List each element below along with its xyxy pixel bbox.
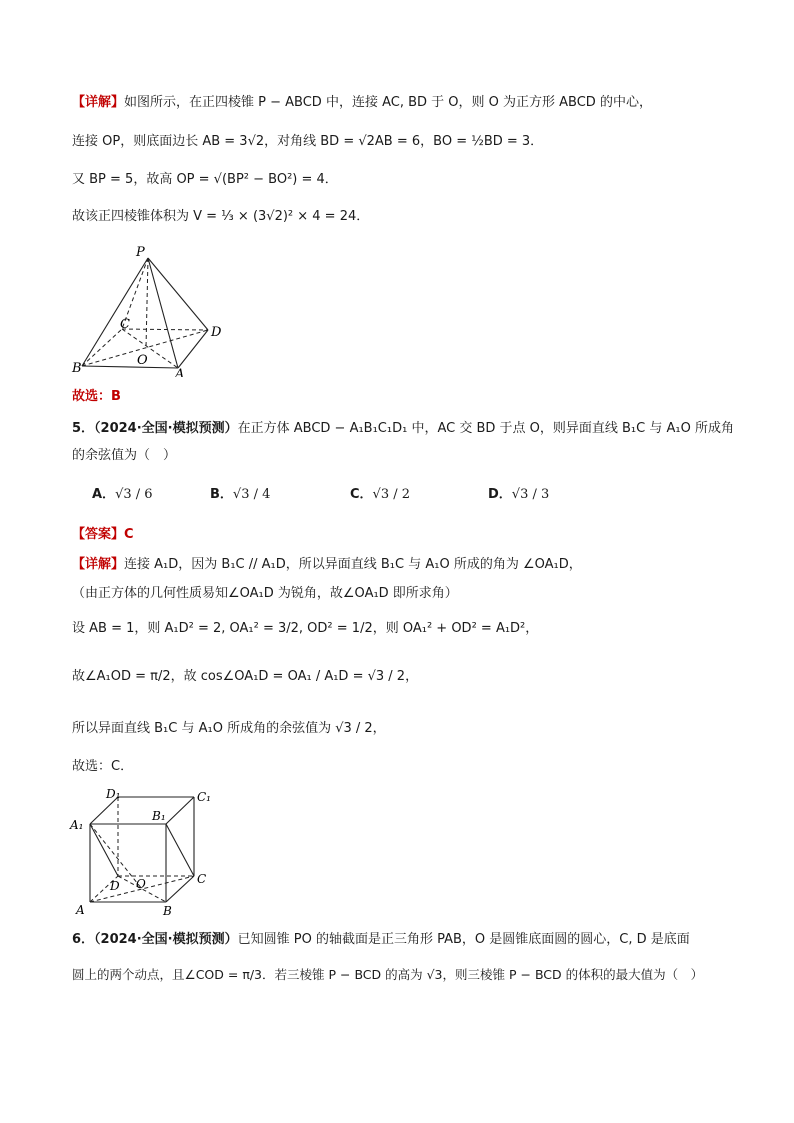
q5-detail-line-1: 【详解】连接 A₁D，因为 B₁C // A₁D，所以异面直线 B₁C 与 A₁O 所成的角为 ∠OA₁D， bbox=[72, 557, 582, 572]
q5-detail-line-3: 设 AB = 1，则 A₁D² = 2, OA₁² = 3/2, OD² = 1/2，则 OA₁² + OD² = A₁D²， bbox=[72, 621, 539, 636]
label-D1: D₁ bbox=[106, 787, 121, 801]
label-C1: C₁ bbox=[197, 790, 211, 804]
q5-stem-text: 在正方体 ABCD − A₁B₁C₁D₁ 中，AC 交 BD 于点 O，则异面直线 B₁C 与 A₁O 所成角 bbox=[237, 421, 734, 436]
prev-detail-line-4: 故该正四棱锥体积为 V = ⅓ × (3√2)² × 4 = 24． bbox=[72, 209, 370, 224]
q6-number: 6． bbox=[72, 932, 95, 947]
label-B: B bbox=[72, 361, 82, 376]
q6-stem-line-2: 圆上的两个动点，且∠COD = π/3．若三棱锥 P − BCD 的高为 √3，则三棱锥 P − BCD 的体积的最大值为（ ） bbox=[72, 967, 704, 982]
q5-source: （2024·全国·模拟预测） bbox=[94, 421, 238, 436]
prev-detail-line-1 bbox=[72, 94, 652, 112]
q5-detail-line-4: 故∠A₁OD = π/2，故 cos∠OA₁D = OA₁ / A₁D = √3 / 2， bbox=[72, 669, 419, 684]
q5-option-a[interactable]: A．√3 / 6 bbox=[92, 487, 153, 502]
q5-number: 5． bbox=[72, 421, 95, 436]
detail-tag: 【详解】 bbox=[72, 95, 125, 110]
label-P: P bbox=[136, 245, 145, 260]
q5-detail-line-5: 所以异面直线 B₁C 与 A₁O 所成角的余弦值为 √3 / 2， bbox=[72, 721, 386, 736]
q5-detail-line-2: （由正方体的几何性质易知∠OA₁D 为锐角，故∠OA₁D 即所求角） bbox=[72, 586, 458, 601]
q6-stem-line-1: 6．（2024·全国·模拟预测）已知圆锥 PO 的轴截面是正三角形 PAB，O 是圆锥底面圆的圆心，C, D 是底面 bbox=[72, 932, 690, 947]
q5-option-d[interactable]: D．√3 / 3 bbox=[488, 487, 550, 502]
cube-figure bbox=[66, 784, 226, 924]
prev-detail-line-2: 连接 OP，则底面边长 AB = 3√2，对角线 BD = √2AB = 6，BO = ½BD = 3． bbox=[72, 134, 544, 149]
q5-detail-tag: 【详解】 bbox=[72, 557, 125, 572]
q5-stem-line-1 bbox=[72, 420, 734, 438]
label-D: D bbox=[211, 325, 222, 340]
label-B-cube: B bbox=[163, 904, 172, 918]
q5-option-b[interactable]: B．√3 / 4 bbox=[210, 487, 271, 502]
prev-detail-line-3: 又 BP = 5，故高 OP = √(BP² − BO²) = 4． bbox=[72, 172, 338, 187]
label-D-cube: D bbox=[110, 879, 120, 893]
q5-answer-line bbox=[72, 526, 134, 544]
q5-answer-tag: 【答案】 bbox=[72, 527, 125, 542]
q5-stem-line-2: 的余弦值为（ ） bbox=[72, 448, 177, 463]
q6-source: （2024·全国·模拟预测） bbox=[94, 932, 238, 947]
label-C-cube: C bbox=[197, 872, 207, 886]
answer-label: 故选： bbox=[72, 389, 112, 404]
label-B1: B₁ bbox=[152, 809, 166, 823]
label-A: A bbox=[175, 367, 185, 377]
answer-value: B bbox=[111, 389, 121, 404]
prev-answer-line bbox=[72, 388, 121, 406]
pyramid-figure bbox=[70, 242, 230, 377]
label-O-cube: O bbox=[136, 877, 146, 891]
detail-text: 如图所示，在正四棱锥 P − ABCD 中，连接 AC, BD 于 O，则 O 为正方形 ABCD 的中心， bbox=[124, 95, 652, 110]
q5-answer-value: C bbox=[124, 527, 134, 542]
q5-conclusion: 故选：C． bbox=[72, 759, 134, 774]
label-A1: A₁ bbox=[70, 818, 84, 832]
label-C: C bbox=[120, 317, 130, 332]
label-A-cube: A bbox=[76, 903, 85, 917]
q5-option-c[interactable]: C．√3 / 2 bbox=[350, 487, 411, 502]
label-O: O bbox=[137, 353, 148, 368]
